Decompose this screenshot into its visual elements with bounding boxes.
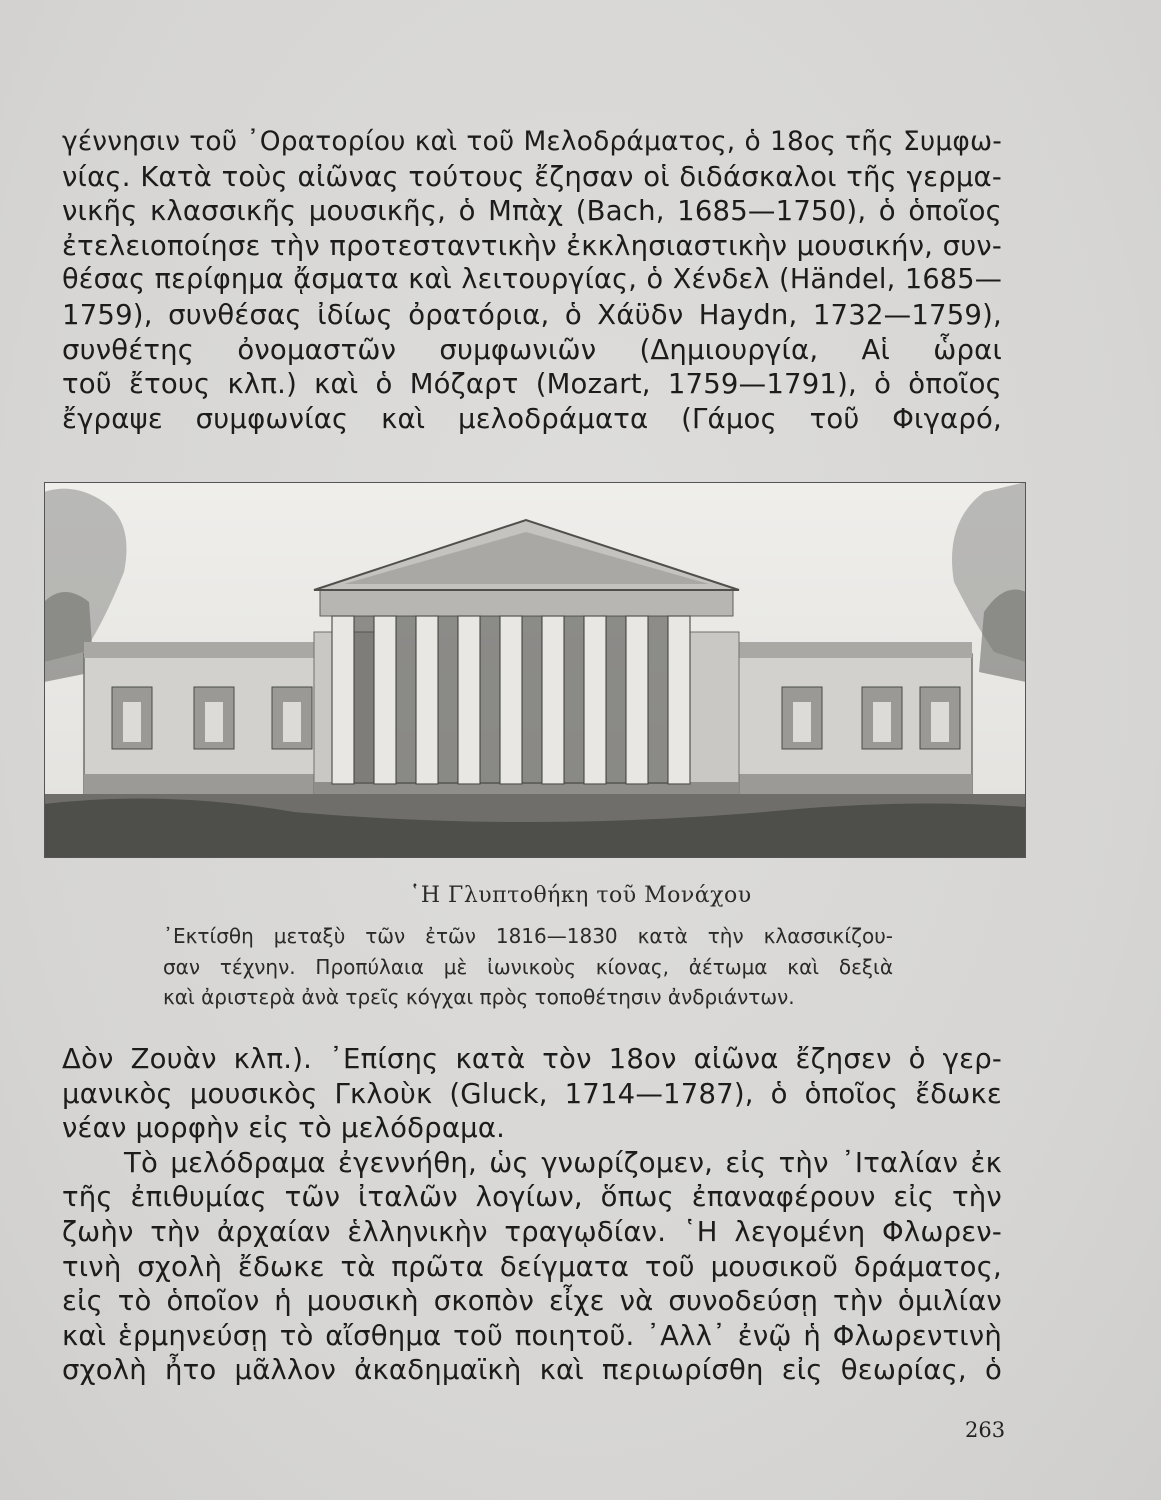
caption-line: καὶ ἀριστερὰ ἀνὰ τρεῖς κόγχαι πρὸς τοποθέτησιν ἀνδριάντων.: [163, 985, 795, 1009]
text-line: σχολὴ ἦτο μᾶλλον ἀκαδημαϊκὴ καὶ περιωρίσθη εἰς θεωρίας, ὁ: [62, 1354, 1002, 1387]
caption-line: ᾿Εκτίσθη μεταξὺ τῶν ἐτῶν 1816—1830 κατὰ τὴν κλασσικίζου-: [163, 924, 893, 948]
bottom-paragraph: [62, 1042, 1002, 1388]
text-line: τῆς ἐπιθυμίας τῶν ἰταλῶν λογίων, ὅπως ἐπαναφέρουν εἰς τὴν: [62, 1181, 1002, 1214]
text-line: τοῦ ἔτους κλπ.) καὶ ὁ Μόζαρτ (Mozart, 1759—1791), ὁ ὁποῖος: [62, 368, 1002, 401]
text-line: εἰς τὸ ὁποῖον ἡ μουσικὴ σκοπὸν εἶχε νὰ συνοδεύσῃ τὴν ὁμιλίαν: [62, 1285, 1002, 1318]
text-line: μανικὸς μουσικὸς Γκλοὺκ (Gluck, 1714—1787), ὁ ὁποῖος ἔδωκε: [62, 1077, 1002, 1110]
page-number: 263: [965, 1418, 1006, 1442]
text-line: ἐτελειοποίησε τὴν προτεσταντικὴν ἐκκλησιαστικὴν μουσικήν, συν-: [62, 229, 1002, 262]
text-line: τινὴ σχολὴ ἔδωκε τὰ πρῶτα δείγματα τοῦ μουσικοῦ δράματος,: [62, 1250, 1002, 1283]
figure-caption-title: ῾Η Γλυπτοθήκη τοῦ Μονάχου: [409, 883, 752, 908]
text-line: Τὸ μελόδραμα ἐγεννήθη, ὡς γνωρίζομεν, εἰς τὴν ᾿Ιταλίαν ἐκ: [124, 1146, 1002, 1179]
top-paragraph: [62, 125, 1002, 436]
text-line: Δὸν Ζουὰν κλπ.). ᾿Επίσης κατὰ τὸν 18ον αἰῶνα ἔζησεν ὁ γερ-: [62, 1043, 1002, 1075]
text-line: γέννησιν τοῦ ᾿Ορατορίου καὶ τοῦ Μελοδράματος, ὁ 18ος τῆς Συμφω-: [62, 126, 1002, 157]
text-line: ἔγραψε συμφωνίας καὶ μελοδράματα (Γάμος τοῦ Φιγαρό,: [62, 402, 1002, 435]
building-illustration: [44, 482, 1026, 858]
text-line: 1759), συνθέσας ἰδίως ὀρατόρια, ὁ Χάϋδν Haydn, 1732—1759),: [62, 298, 1002, 331]
text-line: νικῆς κλασσικῆς μουσικῆς, ὁ Μπὰχ (Bach, 1685—1750), ὁ ὁποῖος: [62, 195, 1002, 228]
glyptothek-photo: [44, 482, 1026, 858]
text-line: ζωὴν τὴν ἀρχαίαν ἑλληνικὴν τραγῳδίαν. ῾Η λεγομένη Φλωρεν-: [62, 1215, 1002, 1248]
text-line: καὶ ἑρμηνεύσῃ τὸ αἴσθημα τοῦ ποιητοῦ. ᾿Αλλ᾿ ἐνῷ ἡ Φλωρεντινὴ: [62, 1319, 1002, 1352]
text-line: συνθέτης ὀνομαστῶν συμφωνιῶν (Δημιουργία, Αἱ ὧραι: [62, 333, 1002, 366]
caption-line: σαν τέχνην. Προπύλαια μὲ ἰωνικοὺς κίονας, ἀέτωμα καὶ δεξιὰ: [163, 954, 893, 979]
text-line: θέσας περίφημα ᾄσματα καὶ λειτουργίας, ὁ Χένδελ (Händel, 1685—: [62, 264, 1002, 296]
text-line: νέαν μορφὴν εἰς τὸ μελόδραμα.: [62, 1112, 506, 1145]
text-line: νίας. Κατὰ τοὺς αἰῶνας τούτους ἔζησαν οἱ διδάσκαλοι τῆς γερμα-: [62, 160, 1002, 193]
figure-caption: [163, 921, 893, 1013]
